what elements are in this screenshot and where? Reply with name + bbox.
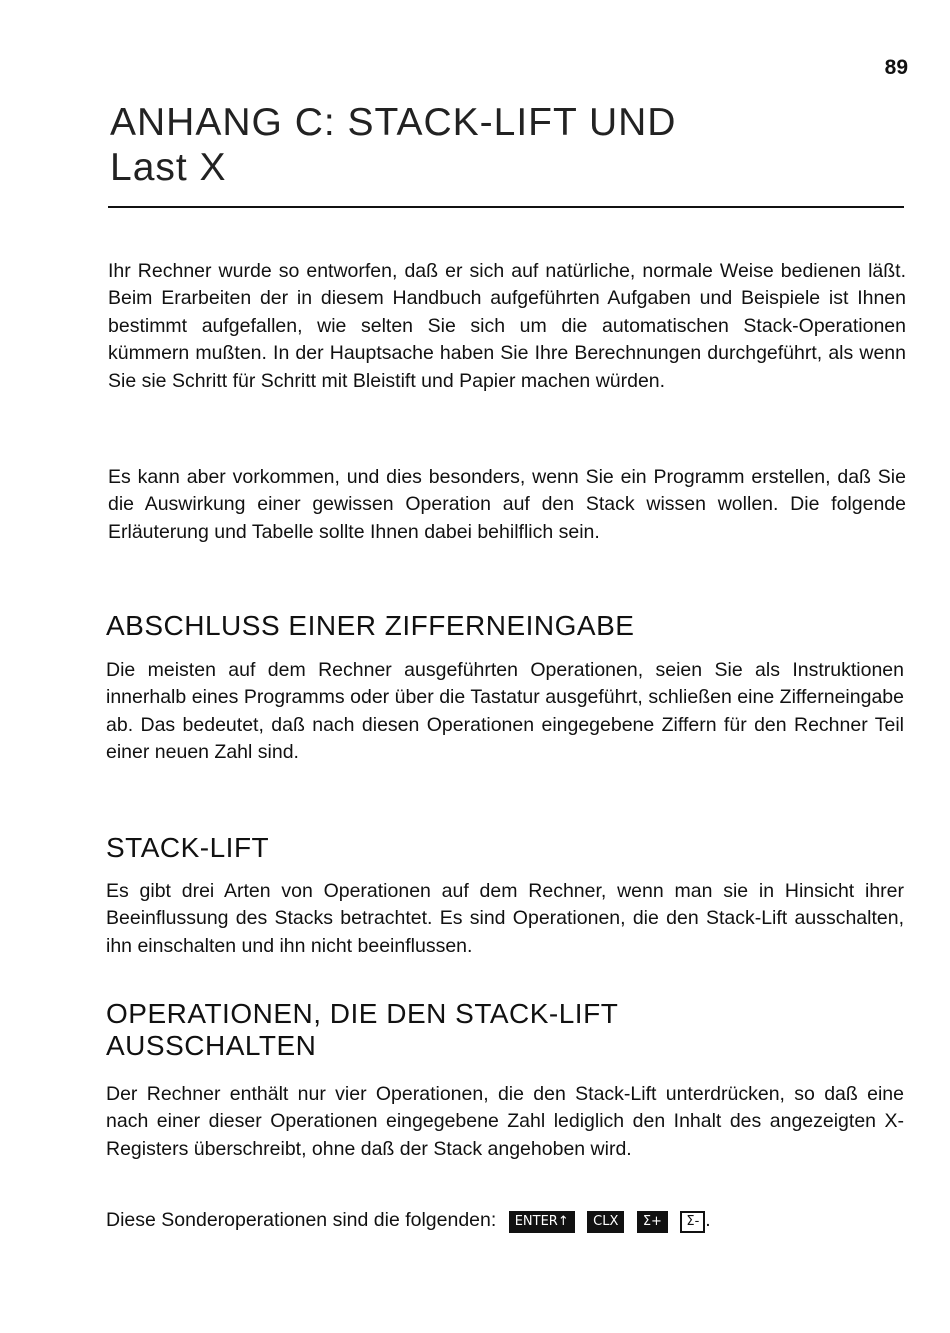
section-heading-abschluss: ABSCHLUSS EINER ZIFFERNEINGABE: [106, 610, 635, 641]
chapter-title-line2: Last X: [110, 146, 227, 189]
key-list-end: .: [705, 1209, 711, 1231]
section-heading-ausschalten-line1: OPERATIONEN, DIE DEN STACK-LIFT: [106, 998, 619, 1029]
intro-paragraph-2: Es kann aber vorkommen, und dies besonders, wenn Sie ein Programm erstellen, daß Sie die Auswirkung einer gewissen Operation auf den Stack wissen wollen. Die folgende Erläuterung und Tabelle sollte Ihnen dabei behilflich sein.: [108, 466, 906, 543]
key-list-line: [106, 1207, 711, 1234]
section-heading-stack-lift: STACK-LIFT: [106, 832, 270, 863]
intro-paragraph-1: Ihr Rechner wurde so entworfen, daß er sich auf natürliche, normale Weise bedienen läßt. Beim Erarbeiten der in diesem Handbuch aufgeführten Aufgaben und Beispiele ist Ihnen bestimmt aufgefallen, wie selten Sie sich um die automatischen Stack-Operationen kümmern mußten. In der Hauptsache haben Sie Ihre Berechnungen durchgeführt, als wenn Sie sie Schritt für Schritt mit Bleistift und Papier machen würden.: [108, 260, 906, 392]
title-divider: [108, 206, 904, 208]
chapter-title-line1: ANHANG C: STACK-LIFT UND: [110, 101, 677, 144]
section-heading-ausschalten-line2: AUSSCHALTEN: [106, 1030, 317, 1061]
section-text-abschluss: Die meisten auf dem Rechner ausgeführten Operationen, seien Sie als Instruktionen innerhalb eines Programms oder über die Tastatur ausgeführt, schließen eine Zifferneingabe ab. Das bedeutet, daß nach diesen Operationen eingegebene Ziffern für den Rechner Teil einer neuen Zahl sind.: [106, 659, 904, 764]
chapter-title: [110, 100, 676, 190]
sigma-minus-key-icon: Σ-: [680, 1211, 705, 1233]
page-number: 89: [884, 56, 908, 79]
key-list-intro: Diese Sonderoperationen sind die folgenden:: [106, 1209, 497, 1231]
clx-key-icon: CLX: [587, 1211, 624, 1233]
section-text-stack-lift: Es gibt drei Arten von Operationen auf dem Rechner, wenn man sie in Hinsicht ihrer Beeinflussung des Stacks betrachtet. Es sind Operationen, die den Stack-Lift ausschalten, ihn einschalten und ihn nicht beeinflussen.: [106, 880, 904, 957]
enter-key-icon: ENTER↑: [509, 1211, 575, 1233]
section-heading-ausschalten: [106, 998, 618, 1062]
sigma-plus-key-icon: Σ+: [637, 1211, 668, 1233]
section-text-ausschalten: Der Rechner enthält nur vier Operationen, die den Stack-Lift unterdrücken, so daß eine nach einer dieser Operationen eingegebene Zahl lediglich den Inhalt des angezeigten X-Registers überschreibt, ohne daß der Stack angehoben wird.: [106, 1083, 904, 1160]
